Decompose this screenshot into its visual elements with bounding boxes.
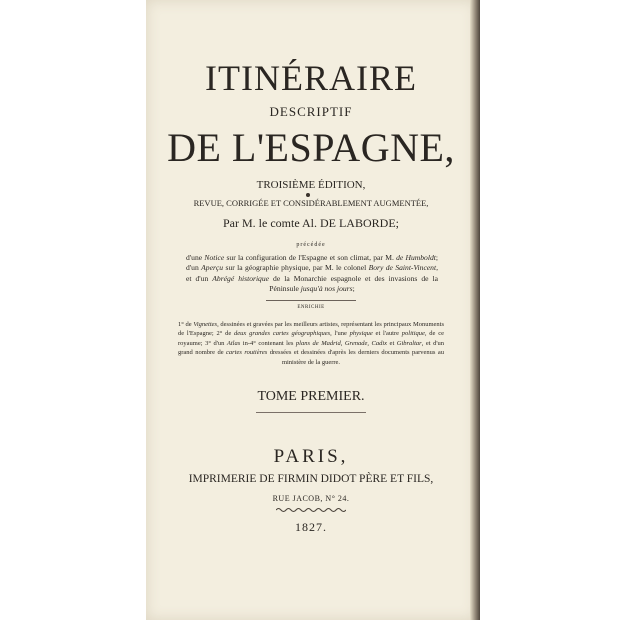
ornament-dot bbox=[306, 193, 310, 197]
contents-paragraph: 1° de Vignettes, dessinées et gravées par les meilleurs artistes, représentant les principaux Monuments de l'Espagne; 2° de deux grandes cartes géographiques, l'une physique et l'autre politique, de ce royaume; 3° d'un Atlas in-4° contenant les plans de Madrid, Grenade, Cadix et Gibraltar, et d'un grand nombre de cartes routières dressées et dessinées d'après les derniers documents parvenus au ministère de la guerre. bbox=[178, 321, 445, 366]
revision-statement: REVUE, CORRIGÉE ET CONSIDÉRABLEMENT AUGMENTÉE, bbox=[193, 198, 429, 208]
title-line-espagne: DE L'ESPAGNE, bbox=[167, 125, 455, 170]
divider-rule bbox=[266, 300, 356, 301]
imprint-address: RUE JACOB, N° 24. bbox=[272, 494, 350, 503]
edition-statement: TROISIÈME ÉDITION, bbox=[256, 179, 366, 191]
imprint-city: PARIS, bbox=[273, 446, 349, 467]
wavy-ornament bbox=[276, 507, 346, 513]
notice-paragraph: d'une Notice sur la configuration de l'Espagne et son climat, par M. de Humboldt; d'un Aperçu sur la géographie physique, par M. le colonel Bory de Saint-Vincent, et d'un Abrégé historique de la Monarchie espagnole et des invasions de la Péninsule jusqu'à nos jours; bbox=[186, 253, 439, 293]
author-line: Par M. le comte Al. DE LABORDE; bbox=[223, 216, 399, 230]
divider-rule-volume bbox=[256, 412, 366, 413]
book-binding-edge bbox=[470, 0, 480, 620]
imprint-year: 1827. bbox=[295, 520, 327, 534]
title-line-itineraire: ITINÉRAIRE bbox=[205, 58, 417, 98]
title-page bbox=[146, 0, 476, 620]
volume-label: TOME PREMIER. bbox=[257, 389, 365, 404]
precedee-label: précédée bbox=[296, 242, 326, 248]
title-line-descriptif: DESCRIPTIF bbox=[269, 104, 353, 119]
enrichie-label: ENRICHIE bbox=[297, 305, 325, 310]
imprint-printer: IMPRIMERIE DE FIRMIN DIDOT PÈRE ET FILS, bbox=[188, 473, 434, 485]
